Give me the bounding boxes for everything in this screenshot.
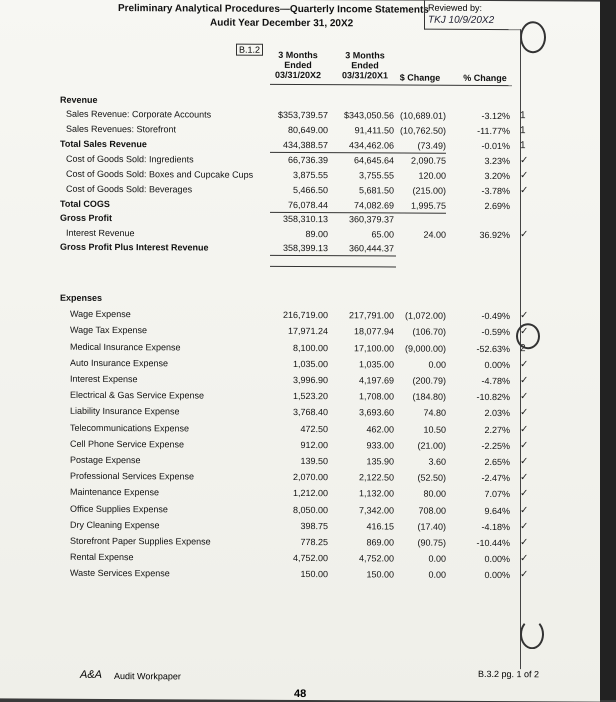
tickmark-icon: 2 bbox=[520, 343, 526, 354]
percent-change: 2.65% bbox=[458, 457, 510, 467]
prior-value: 65.00 bbox=[328, 229, 394, 239]
row-label: Rental Expense bbox=[70, 552, 134, 562]
annotation-circle-icon bbox=[516, 323, 540, 349]
tickmark-icon: ✓ bbox=[520, 521, 528, 532]
percent-change: -0.01% bbox=[458, 141, 510, 151]
column-header-prior: 3 Months Ended 03/31/20X1 bbox=[334, 50, 396, 80]
current-value: 4,752.00 bbox=[260, 553, 328, 563]
tickmark-icon: 1 bbox=[520, 110, 526, 121]
prior-value: 434,462.06 bbox=[328, 140, 394, 150]
tickmark-icon: ✓ bbox=[520, 170, 528, 181]
column-header-current: 3 Months Ended 03/31/20X2 bbox=[268, 50, 328, 80]
column-header-dollar-change: $ Change bbox=[394, 72, 446, 82]
current-value: 1,212.00 bbox=[260, 488, 328, 498]
row-label: Sales Revenue: Corporate Accounts bbox=[66, 109, 211, 120]
current-value: 2,070.00 bbox=[260, 472, 328, 482]
current-value: 358,310.13 bbox=[260, 214, 328, 224]
tickmark-icon: ✓ bbox=[520, 229, 528, 240]
current-value: 3,768.40 bbox=[260, 407, 328, 417]
current-value: 8,100.00 bbox=[260, 343, 328, 353]
current-value: 5,466.50 bbox=[260, 185, 328, 195]
row-label: Dry Cleaning Expense bbox=[70, 520, 160, 530]
prior-value: 4,197.69 bbox=[328, 375, 394, 385]
percent-change: -4.18% bbox=[458, 522, 510, 532]
prior-value: 17,100.00 bbox=[328, 343, 394, 353]
dollar-change: 0.00 bbox=[394, 359, 446, 369]
page-number: 48 bbox=[294, 688, 306, 700]
initials-mark: A&A bbox=[80, 669, 102, 681]
tickmark-icon: ✓ bbox=[520, 359, 528, 370]
row-label: Liability Insurance Expense bbox=[70, 406, 180, 417]
prior-value: 1,132.00 bbox=[328, 488, 394, 498]
percent-change: 0.00% bbox=[458, 360, 510, 370]
row-label: Storefront Paper Supplies Expense bbox=[70, 536, 211, 547]
prior-value: 1,035.00 bbox=[328, 359, 394, 369]
current-value: 17,971.24 bbox=[260, 326, 328, 336]
row-label: Telecommunications Expense bbox=[70, 423, 189, 434]
row-label: Cost of Goods Sold: Ingredients bbox=[66, 154, 194, 165]
current-value: 76,078.44 bbox=[260, 200, 328, 210]
reviewer-initials: TKJ 10/9/20X2 bbox=[428, 15, 494, 26]
hole-punch-icon-bottom bbox=[520, 619, 544, 649]
row-label: Total Sales Revenue bbox=[60, 139, 147, 149]
current-value: 3,875.55 bbox=[260, 170, 328, 180]
current-value: $353,739.57 bbox=[260, 110, 328, 120]
prior-value: 91,411.50 bbox=[328, 125, 394, 135]
percent-change: -52.63% bbox=[458, 344, 510, 354]
dollar-change: (52.50) bbox=[394, 472, 446, 482]
tickmark-icon: ✓ bbox=[520, 488, 528, 499]
row-label: Interest Expense bbox=[70, 374, 138, 384]
prior-value: 1,708.00 bbox=[328, 391, 394, 401]
percent-change: 7.07% bbox=[458, 489, 510, 499]
tickmark-icon: ✓ bbox=[520, 505, 528, 516]
row-label: Gross Profit bbox=[60, 213, 112, 223]
tickmark-icon: ✓ bbox=[520, 537, 528, 548]
row-label: Office Supplies Expense bbox=[70, 504, 168, 515]
current-value: 398.75 bbox=[260, 521, 328, 531]
tickmark-icon: ✓ bbox=[520, 155, 528, 166]
tickmark-icon: ✓ bbox=[520, 391, 528, 402]
percent-change: -3.78% bbox=[458, 186, 510, 196]
tickmark-icon: ✓ bbox=[520, 326, 528, 337]
reviewed-label: Reviewed by: bbox=[428, 3, 482, 13]
percent-change: -0.59% bbox=[458, 327, 510, 337]
row-label: Gross Profit Plus Interest Revenue bbox=[60, 242, 209, 253]
dollar-change: 80.00 bbox=[394, 488, 446, 498]
percent-change: -2.25% bbox=[458, 441, 510, 451]
percent-change: 0.00% bbox=[458, 570, 510, 580]
percent-change: -4.78% bbox=[458, 376, 510, 386]
interest-rule bbox=[270, 255, 396, 257]
total-double-rule bbox=[270, 266, 396, 268]
dollar-change: (106.70) bbox=[394, 326, 446, 336]
current-value: 3,996.90 bbox=[260, 375, 328, 385]
current-value: 358,399.13 bbox=[260, 243, 328, 253]
prior-value: 416.15 bbox=[328, 521, 394, 531]
tickmark-icon: ✓ bbox=[520, 472, 528, 483]
dollar-change: (17.40) bbox=[394, 521, 446, 531]
column-header-percent-change: % Change bbox=[458, 73, 512, 83]
dollar-change: (90.75) bbox=[394, 537, 446, 547]
row-label: Wage Tax Expense bbox=[70, 325, 147, 335]
dollar-change: (1,072.00) bbox=[394, 310, 446, 320]
prior-value: 869.00 bbox=[328, 537, 394, 547]
reference-box: B.1.2 bbox=[236, 44, 263, 56]
prior-value: 7,342.00 bbox=[328, 505, 394, 515]
current-value: 150.00 bbox=[260, 569, 328, 579]
row-label: Cost of Goods Sold: Beverages bbox=[66, 184, 192, 195]
dollar-change: 3.60 bbox=[394, 456, 446, 466]
dollar-change: 0.00 bbox=[394, 569, 446, 579]
percent-change: 3.23% bbox=[458, 156, 510, 166]
percent-change: 2.69% bbox=[458, 201, 510, 211]
tickmark-icon: ✓ bbox=[520, 424, 528, 435]
row-label: Expenses bbox=[60, 293, 102, 303]
tickmark-icon: ✓ bbox=[520, 440, 528, 451]
row-label: Maintenance Expense bbox=[70, 487, 159, 497]
percent-change: 36.92% bbox=[458, 230, 510, 240]
dollar-change: (10,762.50) bbox=[394, 125, 446, 135]
workpaper-label: Audit Workpaper bbox=[114, 671, 181, 681]
row-label: Professional Services Expense bbox=[70, 471, 194, 482]
current-value: 1,523.20 bbox=[260, 391, 328, 401]
current-value: 1,035.00 bbox=[260, 359, 328, 369]
prior-value: 462.00 bbox=[328, 424, 394, 434]
document-title: Preliminary Analytical Procedures—Quarterly Income Statements bbox=[118, 3, 429, 16]
prior-value: 150.00 bbox=[328, 569, 394, 579]
current-value: 8,050.00 bbox=[260, 505, 328, 515]
row-label: Medical Insurance Expense bbox=[70, 342, 181, 353]
tickmark-icon: ✓ bbox=[520, 456, 528, 467]
prior-value: 135.90 bbox=[328, 456, 394, 466]
percent-change: 0.00% bbox=[458, 554, 510, 564]
prior-value: 3,755.55 bbox=[328, 170, 394, 180]
row-label: Postage Expense bbox=[70, 455, 141, 465]
percent-change: -3.12% bbox=[458, 111, 510, 121]
prior-value: 360,379.37 bbox=[328, 214, 394, 224]
page-reference: B.3.2 pg. 1 of 2 bbox=[478, 669, 539, 679]
current-value: 472.50 bbox=[260, 424, 328, 434]
current-value: 66,736.39 bbox=[260, 155, 328, 165]
current-value: 778.25 bbox=[260, 537, 328, 547]
row-label: Waste Services Expense bbox=[70, 568, 170, 579]
row-label: Revenue bbox=[60, 95, 98, 105]
prior-value: 18,077.94 bbox=[328, 326, 394, 336]
current-value: 80,649.00 bbox=[260, 125, 328, 135]
prior-value: 5,681.50 bbox=[328, 185, 394, 195]
row-label: Interest Revenue bbox=[66, 228, 135, 238]
tickmark-icon: ✓ bbox=[520, 407, 528, 418]
percent-change: 9.64% bbox=[458, 506, 510, 516]
prior-value: 74,082.69 bbox=[328, 200, 394, 210]
page-edge-shadow bbox=[600, 0, 616, 700]
row-label: Electrical & Gas Service Expense bbox=[70, 390, 204, 401]
dollar-change: (215.00) bbox=[394, 185, 446, 195]
dollar-change: (184.80) bbox=[394, 391, 446, 401]
percent-change: -2.47% bbox=[458, 473, 510, 483]
percent-change: -11.77% bbox=[458, 126, 510, 136]
percent-change: 2.03% bbox=[458, 408, 510, 418]
dollar-change: (200.79) bbox=[394, 375, 446, 385]
row-label: Auto Insurance Expense bbox=[70, 358, 168, 369]
row-label: Cost of Goods Sold: Boxes and Cupcake Cups bbox=[66, 169, 253, 180]
prior-value: 933.00 bbox=[328, 440, 394, 450]
header-rule bbox=[270, 84, 512, 86]
current-value: 216,719.00 bbox=[260, 310, 328, 320]
percent-change: 2.27% bbox=[458, 425, 510, 435]
document-subtitle: Audit Year December 31, 20X2 bbox=[210, 18, 353, 30]
percent-change: -10.82% bbox=[458, 392, 510, 402]
tickmark-icon: 1 bbox=[520, 125, 526, 136]
current-value: 139.50 bbox=[260, 456, 328, 466]
tickmark-icon: ✓ bbox=[520, 553, 528, 564]
dollar-change: 0.00 bbox=[394, 553, 446, 563]
hole-punch-icon bbox=[520, 21, 546, 53]
dollar-change: 2,090.75 bbox=[394, 155, 446, 165]
percent-change: -0.49% bbox=[458, 311, 510, 321]
percent-change: -10.44% bbox=[458, 538, 510, 548]
row-label: Sales Revenues: Storefront bbox=[66, 124, 176, 135]
prior-value: 217,791.00 bbox=[328, 310, 394, 320]
row-label: Wage Expense bbox=[70, 309, 131, 319]
dollar-change: 74.80 bbox=[394, 407, 446, 417]
total-rule bbox=[270, 152, 446, 154]
prior-value: 4,752.00 bbox=[328, 553, 394, 563]
tickmark-icon: ✓ bbox=[520, 375, 528, 386]
dollar-change: (9,000.00) bbox=[394, 343, 446, 353]
prior-value: 2,122.50 bbox=[328, 472, 394, 482]
dollar-change: 10.50 bbox=[394, 424, 446, 434]
current-value: 434,388.57 bbox=[260, 140, 328, 150]
dollar-change: 24.00 bbox=[394, 229, 446, 239]
current-value: 912.00 bbox=[260, 440, 328, 450]
dollar-change: 120.00 bbox=[394, 170, 446, 180]
row-label: Total COGS bbox=[60, 199, 110, 209]
prior-value: $343,050.56 bbox=[328, 110, 394, 120]
row-label: Cell Phone Service Expense bbox=[70, 439, 184, 450]
dollar-change: (73.49) bbox=[394, 140, 446, 150]
tickmark-icon: ✓ bbox=[520, 185, 528, 196]
prior-value: 360,444.37 bbox=[328, 243, 394, 253]
percent-change: 3.20% bbox=[458, 171, 510, 181]
tickmark-icon: 1 bbox=[520, 140, 526, 151]
prior-value: 3,693.60 bbox=[328, 407, 394, 417]
current-value: 89.00 bbox=[260, 229, 328, 239]
dollar-change: 708.00 bbox=[394, 505, 446, 515]
dollar-change: 1,995.75 bbox=[394, 200, 446, 210]
dollar-change: (10,689.01) bbox=[394, 110, 446, 120]
tickmark-icon: ✓ bbox=[520, 569, 528, 580]
dollar-change: (21.00) bbox=[394, 440, 446, 450]
prior-value: 64,645.64 bbox=[328, 155, 394, 165]
tickmark-icon: ✓ bbox=[520, 310, 528, 321]
